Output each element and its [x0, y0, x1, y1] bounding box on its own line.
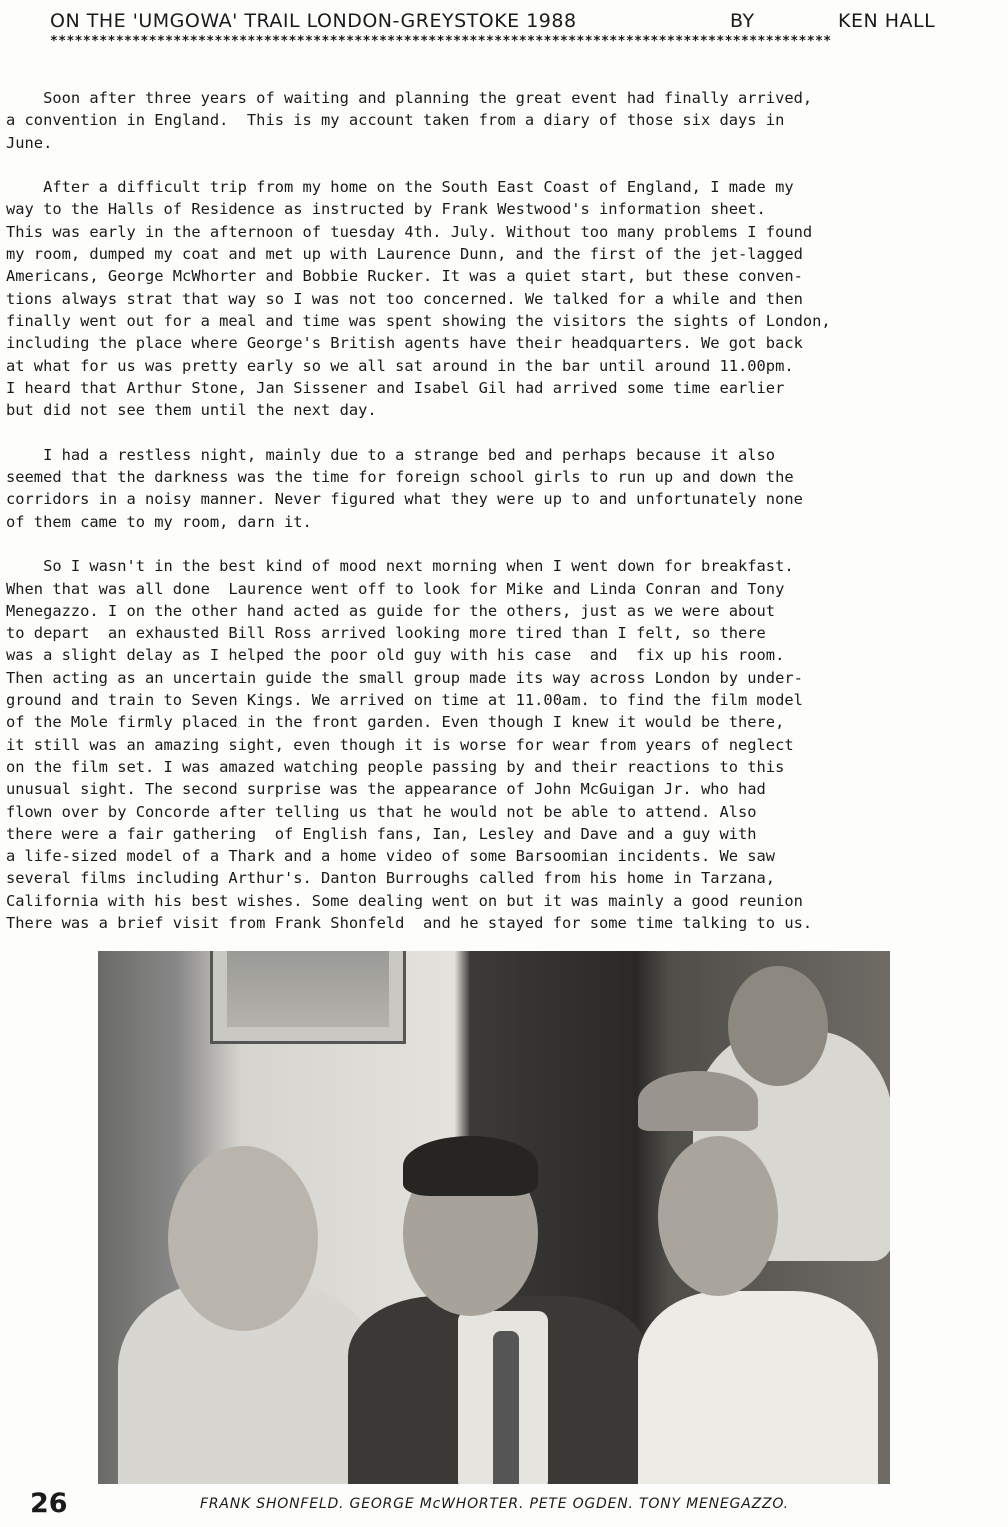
- photo-person-2-hair: [403, 1136, 538, 1196]
- paragraph-line: Soon after three years of waiting and planning the great event had finally arrived,: [6, 89, 813, 107]
- paragraph-line: unusual sight. The second surprise was the appearance of John McGuigan Jr. who had: [6, 780, 766, 799]
- group-photo: [98, 951, 890, 1484]
- paragraph-line: So I wasn't in the best kind of mood next morning when I went down for breakfast.: [6, 557, 794, 576]
- photo-person-1-head: [168, 1146, 318, 1331]
- paragraph-line: including the place where George's British agents have their headquarters. We got back: [6, 334, 803, 353]
- photo-lamp-shade: [638, 1071, 758, 1131]
- paragraph-line: This was early in the afternoon of tuesday 4th. July. Without too many problems I found: [6, 222, 813, 241]
- paragraph-line: I heard that Arthur Stone, Jan Sissener and Isabel Gil had arrived some time earlier: [6, 378, 785, 397]
- article-body: [6, 87, 1006, 957]
- paragraph-line: a convention in England. This is my account taken from a diary of those six days in: [6, 111, 785, 130]
- photo-person-background-head: [728, 966, 828, 1086]
- page-number: 26: [30, 1488, 68, 1519]
- article-header: [50, 4, 950, 38]
- paragraph-line: on the film set. I was amazed watching people passing by and their reactions to this: [6, 757, 785, 776]
- paragraph-line: was a slight delay as I helped the poor old guy with his case and fix up his room.: [6, 646, 785, 665]
- paragraph-line: When that was all done Laurence went off to look for Mike and Linda Conran and Tony: [6, 579, 785, 598]
- article-title: ON THE 'UMGOWA' TRAIL LONDON-GREYSTOKE 1988: [50, 10, 577, 32]
- photo-caption: FRANK SHONFELD. GEORGE McWHORTER. PETE OGDEN. TONY MENEGAZZO.: [200, 1496, 789, 1512]
- paragraph-line: of the Mole firmly placed in the front garden. Even though I knew it would be there,: [6, 713, 785, 732]
- star-divider: ***********************************************************************************************: [50, 34, 832, 49]
- paragraph-line: Menegazzo. I on the other hand acted as guide for the others, just as we were about: [6, 601, 776, 620]
- paragraph-line: California with his best wishes. Some dealing went on but it was mainly a good reunion: [6, 891, 803, 910]
- paragraph-line: a life-sized model of a Thark and a home video of some Barsoomian incidents. We saw: [6, 847, 776, 866]
- article-paragraph: [6, 555, 1006, 934]
- byline-by: BY: [730, 10, 755, 32]
- paragraph-line: There was a brief visit from Frank Shonfeld and he stayed for some time talking to us.: [6, 913, 813, 932]
- photo-person-2-tie: [493, 1331, 519, 1484]
- article-paragraph: [6, 444, 1006, 533]
- paragraph-line: to depart an exhausted Bill Ross arrived looking more tired than I felt, so there: [6, 624, 766, 643]
- paragraph-line: at what for us was pretty early so we all sat around in the bar until around 11.00pm.: [6, 356, 794, 375]
- photo-person-3-head: [658, 1136, 778, 1296]
- paragraph-line: Americans, George McWhorter and Bobbie Rucker. It was a quiet start, but these conven-: [6, 267, 803, 286]
- paragraph-line: tions always strat that way so I was not too concerned. We talked for a while and then: [6, 289, 803, 308]
- paragraph-line: finally went out for a meal and time was spent showing the visitors the sights of London,: [6, 311, 831, 330]
- photo-person-3-body: [638, 1291, 878, 1484]
- paragraph-line: I had a restless night, mainly due to a strange bed and perhaps because it also: [6, 445, 776, 464]
- paragraph-line: but did not see them until the next day.: [6, 401, 377, 420]
- paragraph-line: Then acting as an uncertain guide the small group made its way across London by under-: [6, 668, 803, 687]
- paragraph-line: seemed that the darkness was the time for foreign school girls to run up and down the: [6, 468, 794, 487]
- paragraph-line: it still was an amazing sight, even though it is worse for wear from years of neglect: [6, 735, 794, 754]
- wall-picture-frame: [210, 951, 406, 1044]
- paragraph-line: After a difficult trip from my home on the South East Coast of England, I made my: [6, 178, 794, 197]
- paragraph-line: way to the Halls of Residence as instructed by Frank Westwood's information sheet.: [6, 200, 766, 219]
- article-author: KEN HALL: [838, 10, 936, 32]
- article-paragraph: [6, 87, 1006, 154]
- paragraph-line: of them came to my room, darn it.: [6, 512, 312, 531]
- paragraph-line: several films including Arthur's. Danton Burroughs called from his home in Tarzana,: [6, 869, 776, 888]
- paragraph-line: there were a fair gathering of English fans, Ian, Lesley and Dave and a guy with: [6, 824, 757, 843]
- paragraph-line: corridors in a noisy manner. Never figured what they were up to and unfortunately none: [6, 490, 803, 509]
- paragraph-line: flown over by Concorde after telling us that he would not be able to attend. Also: [6, 802, 757, 821]
- paragraph-line: ground and train to Seven Kings. We arrived on time at 11.00am. to find the film model: [6, 691, 803, 710]
- paragraph-line: June.: [6, 133, 53, 152]
- article-paragraph: [6, 176, 1006, 421]
- paragraph-line: my room, dumped my coat and met up with Laurence Dunn, and the first of the jet-lagged: [6, 245, 803, 264]
